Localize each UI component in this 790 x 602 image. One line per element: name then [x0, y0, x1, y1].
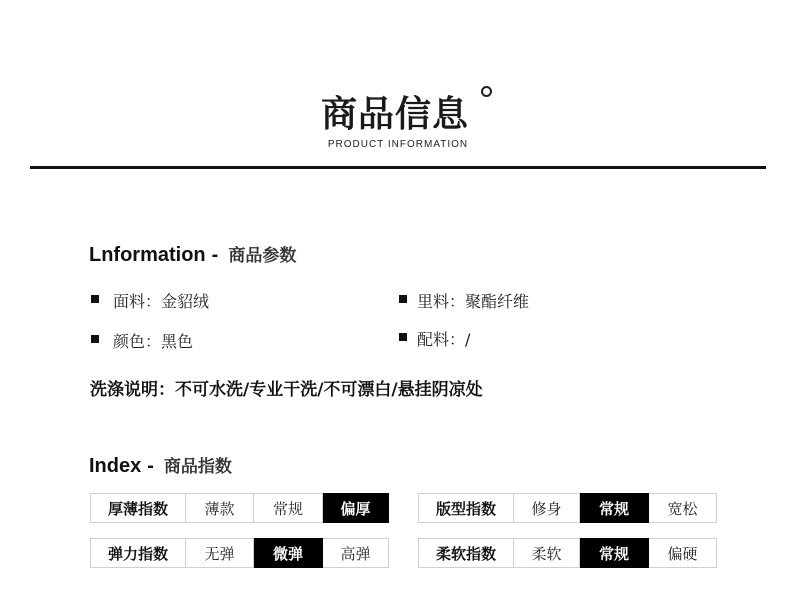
param-fabric-value: 金貂绒: [161, 292, 210, 311]
index-option: 偏硬: [649, 539, 717, 568]
param-fabric-label: 面料：: [113, 292, 162, 311]
information-heading-dash: -: [211, 244, 219, 266]
index-heading-dash: -: [147, 455, 154, 477]
index-option: 高弹: [323, 539, 389, 568]
washing-instructions: 洗涤说明：不可水洗/专业干洗/不可漂白/悬挂阴凉处: [90, 380, 483, 400]
index-table-thickness: [90, 493, 389, 523]
index-option: 柔软: [514, 539, 580, 568]
param-lining-label: 里料：: [417, 292, 466, 311]
information-heading: [89, 241, 296, 267]
index-option-selected: 偏厚: [323, 494, 389, 523]
index-table-fit: [418, 493, 717, 523]
index-option: 薄款: [186, 494, 254, 523]
bullet-icon: [91, 335, 99, 343]
page-title: 商品信息: [320, 94, 469, 135]
index-label: 柔软指数: [419, 539, 514, 568]
information-heading-cn: 商品参数: [228, 246, 297, 265]
param-fabric: [113, 289, 209, 312]
degree-circle-icon: [481, 86, 492, 97]
information-heading-en: Lnformation: [89, 244, 206, 266]
index-option: 宽松: [649, 494, 717, 523]
bullet-icon: [399, 333, 407, 341]
header-divider: [30, 166, 766, 169]
index-row: [91, 539, 389, 568]
param-color: [113, 329, 193, 352]
index-label: 厚薄指数: [91, 494, 186, 523]
param-trim-label: 配料：: [417, 330, 466, 349]
bullet-icon: [399, 295, 407, 303]
param-trim-value: /: [465, 330, 471, 349]
index-table-softness: [418, 538, 717, 568]
index-heading-cn: 商品指数: [163, 457, 232, 476]
index-option-selected: 常规: [580, 494, 649, 523]
index-option: 无弹: [186, 539, 254, 568]
index-option: 修身: [514, 494, 580, 523]
index-option: 常规: [254, 494, 323, 523]
param-color-value: 黑色: [161, 332, 194, 351]
index-row: [91, 494, 389, 523]
bullet-icon: [91, 295, 99, 303]
param-lining-value: 聚酯纤维: [465, 292, 530, 311]
index-label: 版型指数: [419, 494, 514, 523]
index-table-elasticity: [90, 538, 389, 568]
param-trim: [417, 327, 470, 350]
index-label: 弹力指数: [91, 539, 186, 568]
index-heading: [89, 452, 232, 478]
index-option-selected: 常规: [580, 539, 649, 568]
page-subtitle: PRODUCT INFORMATION: [327, 139, 469, 150]
index-heading-en: Index: [89, 455, 142, 477]
param-color-label: 颜色：: [113, 332, 162, 351]
param-lining: [417, 289, 529, 312]
index-row: [419, 494, 717, 523]
index-option-selected: 微弹: [254, 539, 323, 568]
index-row: [419, 539, 717, 568]
